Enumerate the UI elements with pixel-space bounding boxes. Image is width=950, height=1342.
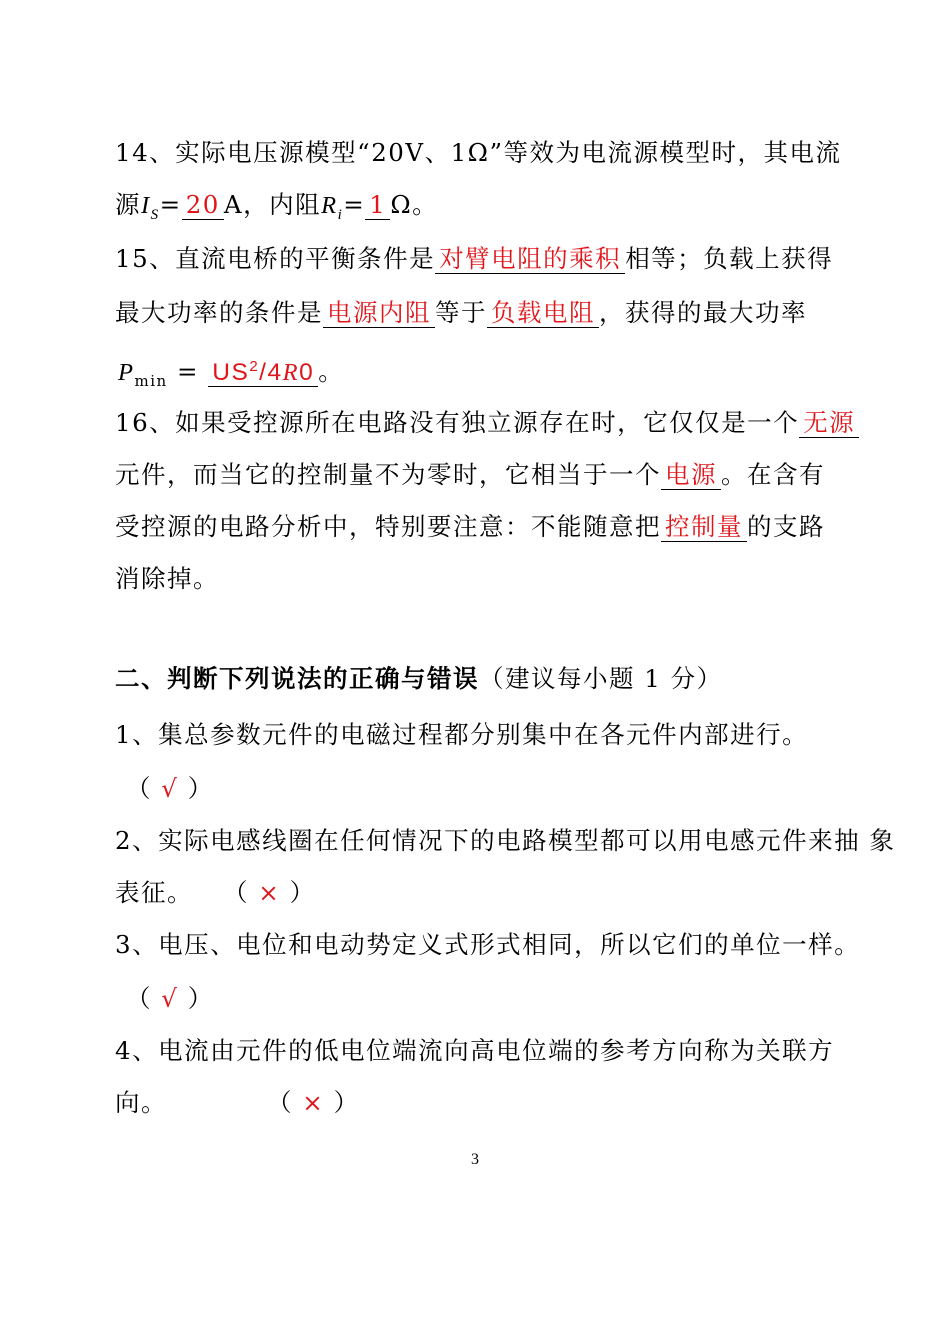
judge-item-2a: 2、实际电感线圈在任何情况下的电路模型都可以用电感元件来抽 象 [115,826,896,855]
ans4-sup: 2 [249,358,260,375]
judge-item-4b: 向。 （ × ） [115,1088,360,1117]
q15-answer3: 负载电阻 [487,298,599,328]
check-mark-icon: √ [161,774,179,803]
ans4-zero: 0 [299,359,315,387]
q15-line2 [115,296,807,330]
ri-equals: = [343,190,366,219]
is-equals: = [159,190,182,219]
q16-line2 [115,458,825,492]
q15-part5: ，获得的最大功率 [599,298,807,327]
q16-answer3: 控制量 [661,512,747,542]
q16-part5: 的支路 [747,512,825,541]
q15-line1 [115,242,833,276]
p-symbol: P [118,359,135,387]
q15-part1: 15、直流电桥的平衡条件是 [115,244,436,273]
q16-line4: 消除掉。 [115,564,219,593]
cross-mark-icon: × [258,878,281,907]
section2-title: 二、判断下列说法的正确与错误 [115,664,479,693]
ans4-r: R [282,359,300,387]
cross-mark-icon: × [302,1088,325,1117]
check-mark-icon: √ [161,984,179,1013]
q15-part4: 等于 [435,298,487,327]
q16-line3 [115,510,825,544]
q15-part3: 最大功率的条件是 [115,298,323,327]
q14-line1: 14、实际电压源模型“20V、1Ω”等效为电流源模型时，其电流 [115,138,842,167]
q16-line1 [115,406,859,440]
q16-part1: 16、如果受控源所在电路没有独立源存在时，它仅仅是一个 [115,408,800,437]
p-equals: = [176,357,199,387]
q16-part4: 受控源的电路分析中，特别要注意：不能随意把 [115,512,661,541]
ri-answer: 1 [365,190,390,220]
is-subscript: S [150,207,160,223]
p-subscript: min [134,372,168,391]
q16-answer2: 电源 [661,460,721,490]
judge-item-3: 3、电压、电位和电动势定义式形式相同，所以它们的单位一样。 [115,930,861,959]
q15-part2: 相等；负载上获得 [625,244,834,273]
ans4-us: US [212,359,250,387]
page-number: 3 [471,1151,479,1168]
q16-part2: 元件，而当它的控制量不为零时，它相当于一个 [115,460,661,489]
q16-answer1: 无源 [799,408,859,438]
q16-part3: 。在含有 [721,460,825,489]
ans4-div: /4 [259,359,283,387]
ri-subscript: i [337,207,344,223]
section2-heading [115,662,723,696]
is-unit: A，内阻 [223,190,322,219]
ri-symbol: R [321,192,338,219]
section2-note: （建议每小题 1 分） [479,664,723,693]
ri-unit: Ω。 [390,190,439,219]
judge-item-1: 1、集总参数元件的电磁过程都分别集中在各元件内部进行。 [115,720,809,749]
q15-answer1: 对臂电阻的乘积 [435,244,625,274]
is-symbol: I [141,192,151,219]
q15-answer4 [208,359,318,387]
q15-line3 [118,350,344,398]
is-answer: 20 [182,190,224,220]
q14-prefix: 源 [115,190,141,219]
judge-item-3-answer: （ √ ） [126,984,214,1013]
judge-item-2b: 表征。 （ × ） [115,878,316,907]
judge-item-4b-text: 向。 [115,1088,167,1117]
q14-line2 [115,188,438,232]
judge-item-2b-text: 表征。 [115,878,193,907]
judge-item-4a: 4、电流由元件的低电位端流向高电位端的参考方向称为关联方 [115,1036,835,1065]
q15-end: 。 [318,357,345,387]
q15-answer2: 电源内阻 [323,298,435,328]
judge-item-1-answer: （ √ ） [126,774,214,803]
